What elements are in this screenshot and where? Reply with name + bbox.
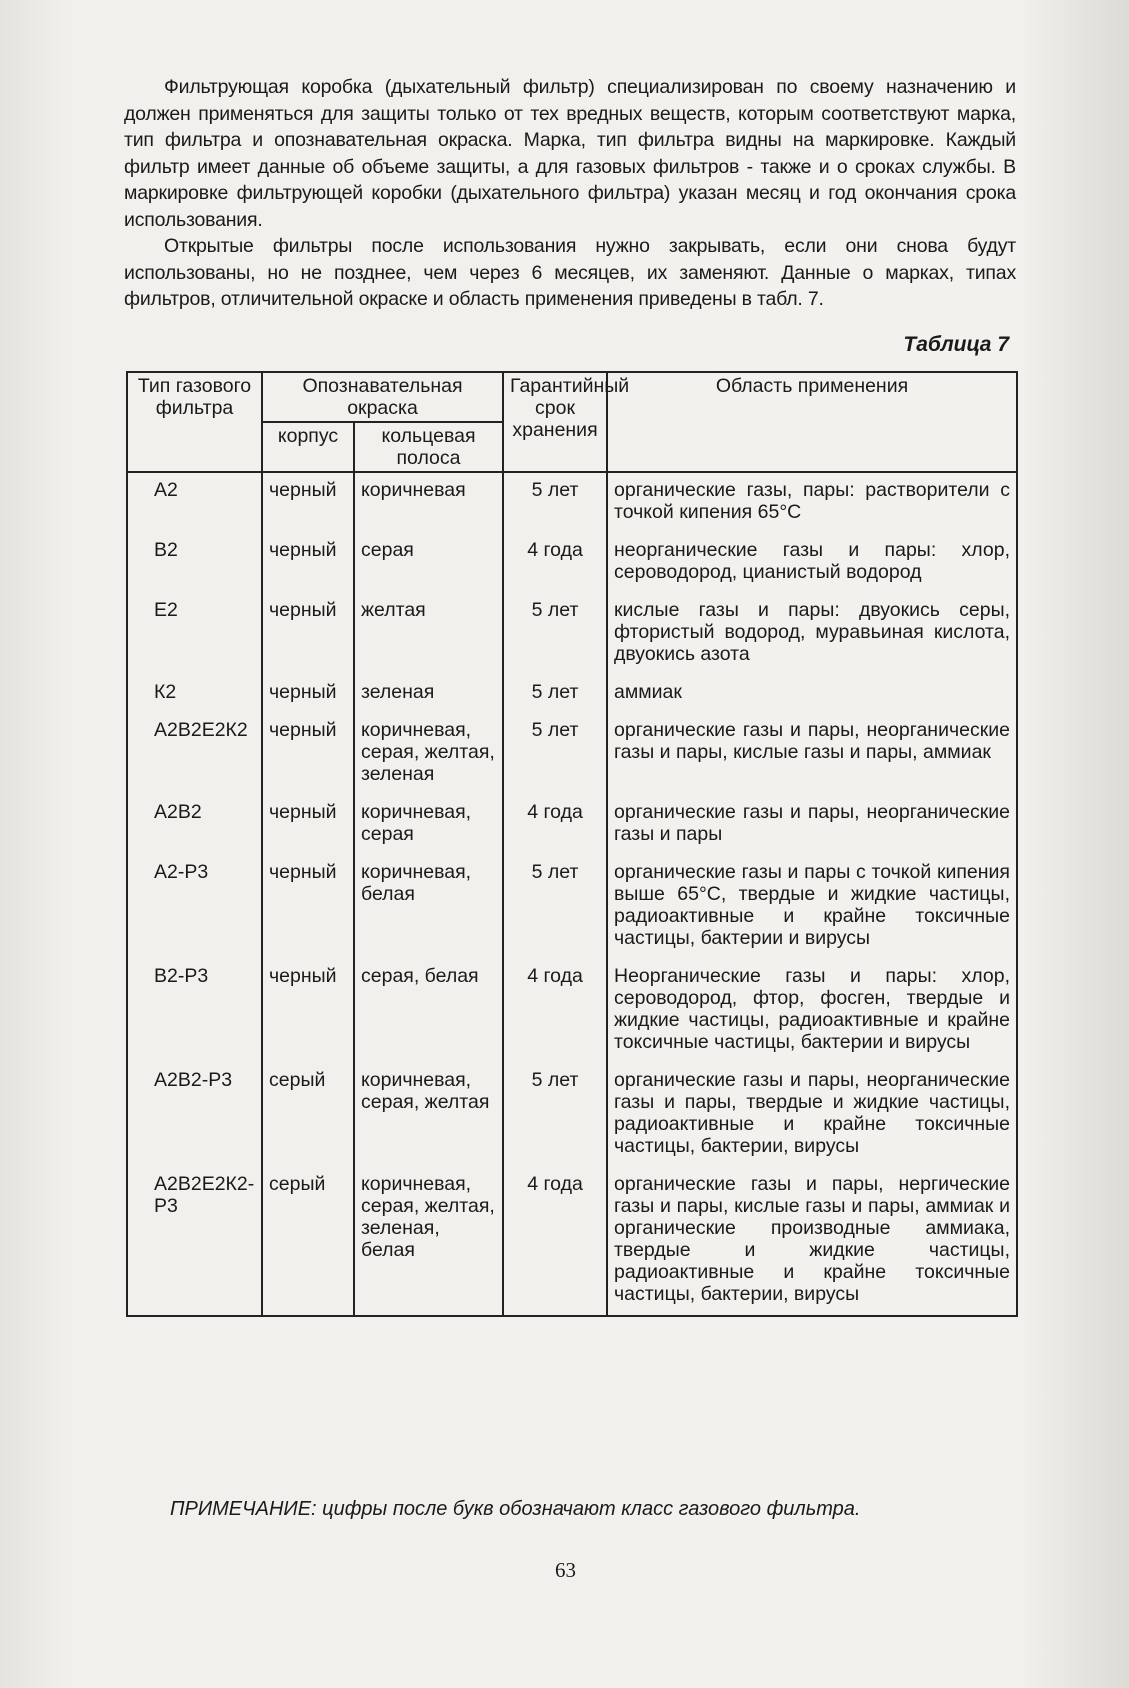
table-row (127, 472, 1017, 533)
cell-ring-color: коричневая, серая, желтая (354, 1063, 503, 1167)
header-term: Гарантийный срок хранения (503, 372, 607, 472)
cell-body-color: черный (262, 472, 354, 533)
filters-table (126, 371, 1018, 1317)
cell-storage-term: 5 лет (503, 1063, 607, 1167)
cell-type: А2В2Е2К2-Р3 (127, 1167, 262, 1316)
header-type: Тип газового фильтра (127, 372, 262, 472)
cell-ring-color: коричневая, серая, желтая, зеленая (354, 713, 503, 795)
cell-storage-term: 5 лет (503, 713, 607, 795)
cell-body-color: черный (262, 855, 354, 959)
cell-application-area: органические газы и пары, неорганические газы и пары (607, 795, 1017, 855)
table-row (127, 713, 1017, 795)
cell-ring-color: коричневая, белая (354, 855, 503, 959)
cell-type: А2-Р3 (127, 855, 262, 959)
cell-storage-term: 4 года (503, 959, 607, 1063)
cell-application-area: органические газы и пары с точкой кипения выше 65°С, твердые и жидкие частицы, радиоактивные и крайне токсичные частицы, бактерии и вирусы (607, 855, 1017, 959)
cell-storage-term: 5 лет (503, 472, 607, 533)
table-note: ПРИМЕЧАНИЕ: цифры после букв обозначают класс газового фильтра. (170, 1498, 861, 1520)
table-row (127, 795, 1017, 855)
paragraph-2: Открытые фильтры после использования нужно закрывать, если они снова будут использованы, но не позднее, чем через 6 месяцев, их заменяют. Данные о марках, типах фильтров, отличительной окраске и область применения приведены в табл. 7. (124, 235, 1016, 310)
cell-type: А2 (127, 472, 262, 533)
header-row-1 (127, 372, 1017, 422)
cell-type: В2 (127, 533, 262, 593)
cell-ring-color: серая (354, 533, 503, 593)
cell-type: А2В2Е2К2 (127, 713, 262, 795)
header-area: Область применения (607, 372, 1017, 472)
cell-storage-term: 4 года (503, 533, 607, 593)
cell-application-area: аммиак (607, 675, 1017, 713)
cell-body-color: черный (262, 713, 354, 795)
cell-type: К2 (127, 675, 262, 713)
cell-body-color: черный (262, 675, 354, 713)
table-row (127, 1167, 1017, 1316)
cell-type: В2-Р3 (127, 959, 262, 1063)
table-row (127, 959, 1017, 1063)
cell-application-area: кислые газы и пары: двуокись серы, фтористый водород, муравьиная кислота, двуокись азота (607, 593, 1017, 675)
cell-application-area: органические газы, пары: растворители с точкой кипения 65°С (607, 472, 1017, 533)
table-row (127, 855, 1017, 959)
paragraph-1: Фильтрующая коробка (дыхательный фильтр) специализирован по своему назначению и должен применяться для защиты только от тех вредных веществ, которым соответствуют марка, тип фильтра и опознавательная окраска. Марка, тип фильтра видны на маркировке. Каждый фильтр имеет данные об объеме защиты, а для газовых фильтров - также и о сроках службы. В маркировке фильтрующей коробки (дыхательного фильтра) указан месяц и год окончания срока использования. (124, 76, 1016, 231)
cell-body-color: черный (262, 795, 354, 855)
cell-type: Е2 (127, 593, 262, 675)
cell-ring-color: серая, белая (354, 959, 503, 1063)
cell-storage-term: 5 лет (503, 855, 607, 959)
cell-ring-color: коричневая (354, 472, 503, 533)
cell-application-area: неорганические газы и пары: хлор, сероводород, цианистый водород (607, 533, 1017, 593)
header-color-group: Опознавательная окраска (262, 372, 503, 422)
cell-storage-term: 5 лет (503, 675, 607, 713)
cell-storage-term: 5 лет (503, 593, 607, 675)
table-row (127, 675, 1017, 713)
cell-body-color: серый (262, 1063, 354, 1167)
cell-ring-color: коричневая, серая, желтая, зеленая, белая (354, 1167, 503, 1316)
cell-application-area: органические газы и пары, нергические газы и пары, кислые газы и пары, аммиак и органические производные аммиака, твердые и жидкие частицы, радиоактивные и крайне токсичные частицы, бактерии, вирусы (607, 1167, 1017, 1316)
header-body: корпус (262, 422, 354, 472)
intro-text (124, 74, 1016, 313)
table-caption: Таблица 7 (903, 333, 1009, 356)
cell-application-area: органические газы и пары, неорганические газы и пары, кислые газы и пары, аммиак (607, 713, 1017, 795)
cell-type: А2В2 (127, 795, 262, 855)
cell-body-color: черный (262, 959, 354, 1063)
cell-body-color: черный (262, 533, 354, 593)
cell-body-color: серый (262, 1167, 354, 1316)
cell-storage-term: 4 года (503, 795, 607, 855)
page-number: 63 (555, 1558, 576, 1582)
cell-ring-color: желтая (354, 593, 503, 675)
cell-ring-color: коричневая, серая (354, 795, 503, 855)
cell-body-color: черный (262, 593, 354, 675)
cell-storage-term: 4 года (503, 1167, 607, 1316)
cell-ring-color: зеленая (354, 675, 503, 713)
cell-application-area: Неорганические газы и пары: хлор, сероводород, фтор, фосген, твердые и жидкие частицы, радиоактивные и крайне токсичные частицы, бактерии и вирусы (607, 959, 1017, 1063)
table-row (127, 1063, 1017, 1167)
cell-type: А2В2-Р3 (127, 1063, 262, 1167)
table-row (127, 533, 1017, 593)
header-ring: кольцевая полоса (354, 422, 503, 472)
table-row (127, 593, 1017, 675)
cell-application-area: органические газы и пары, неорганические газы и пары, твердые и жидкие частицы, радиоактивные и крайне токсичные частицы, бактерии, вирусы (607, 1063, 1017, 1167)
